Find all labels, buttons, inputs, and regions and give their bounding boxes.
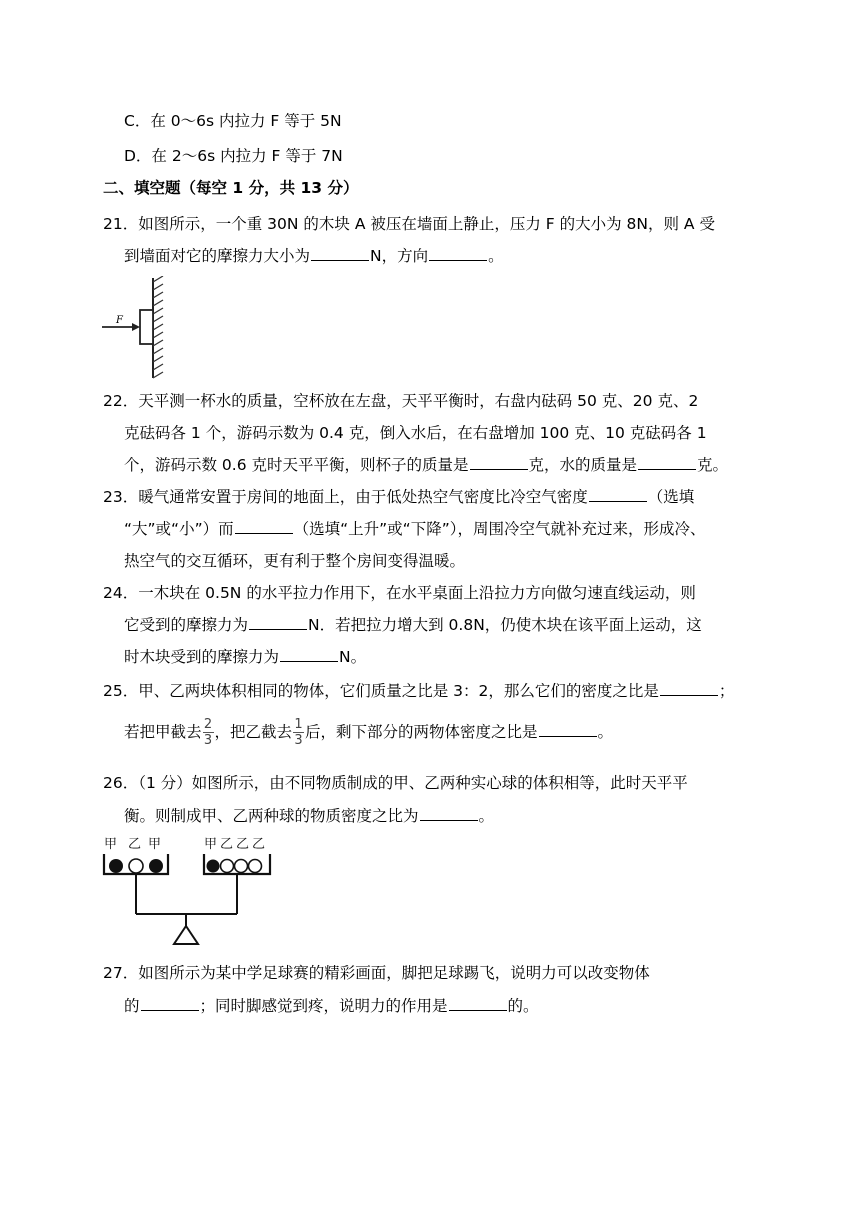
q25-fraction-2 xyxy=(293,718,304,747)
q23-text-b: （选填 xyxy=(647,488,695,506)
q25-frac1-den: 3 xyxy=(203,733,213,748)
q23-line2 xyxy=(124,518,706,540)
section-title: 二、填空题（每空 1 分，共 13 分） xyxy=(103,179,359,197)
q25-text-d: ，把乙截去 xyxy=(214,723,293,741)
q23-text-d: （选填“上升”或“下降”），周围冷空气就补充过来，形成冷、 xyxy=(293,520,706,538)
q23-blank-2[interactable] xyxy=(235,519,293,534)
q25-blank-1[interactable] xyxy=(660,681,718,696)
q26-text-a: 衡。则制成甲、乙两种球的物质密度之比为 xyxy=(124,807,419,825)
q22-text-c: 克。 xyxy=(697,456,729,474)
q25-frac2-den: 3 xyxy=(294,733,303,748)
q21-text-c: 。 xyxy=(488,247,504,265)
q26-right-label-2: 乙 xyxy=(220,837,234,852)
option-c: C．在 0～6s 内拉力 F 等于 5N xyxy=(124,112,342,130)
q22-text-a: 个，游码示数 0.6 克时天平平衡，则杯子的质量是 xyxy=(124,456,469,474)
q24-text-c: 时木块受到的摩擦力为 xyxy=(124,648,280,666)
q26-left-label-3: 甲 xyxy=(148,837,162,852)
q25-blank-2[interactable] xyxy=(539,722,597,737)
q25-text-f: 。 xyxy=(597,723,614,741)
q27-blank-2[interactable] xyxy=(449,996,507,1011)
q24-line3 xyxy=(124,646,366,668)
q22-line1: 22．天平测一杯水的质量，空杯放在左盘，天平平衡时，右盘内砝码 50 克、20 克、2 xyxy=(103,392,699,410)
q27-text-a: 的 xyxy=(124,997,140,1015)
q27-blank-1[interactable] xyxy=(141,996,199,1011)
q25-line2 xyxy=(124,718,613,747)
q26-left-label-1: 甲 xyxy=(104,837,118,852)
q21-force-label: F xyxy=(116,315,123,326)
q23-text-c: “大”或“小”）而 xyxy=(124,520,234,538)
q26-blank-1[interactable] xyxy=(420,806,478,821)
q21-text-b: N，方向 xyxy=(370,247,429,265)
q22-blank-1[interactable] xyxy=(470,455,528,470)
q24-blank-1[interactable] xyxy=(249,615,307,630)
q27-line1: 27．如图所示为某中学足球赛的精彩画面，脚把足球踢飞，说明力可以改变物体 xyxy=(103,964,650,982)
q26-right-label-4: 乙 xyxy=(252,837,266,852)
q25-line1 xyxy=(103,680,734,702)
q27-text-b: ；同时脚感觉到疼，说明力的作用是 xyxy=(199,997,448,1015)
q24-blank-2[interactable] xyxy=(280,647,338,662)
q22-line2: 克砝码各 1 个，游码示数为 0.4 克，倒入水后，在右盘增加 100 克、10 克砝码各 1 xyxy=(124,424,707,442)
q23-blank-1[interactable] xyxy=(589,487,647,502)
q26-balance-figure xyxy=(100,834,280,946)
q27-text-c: 的。 xyxy=(507,997,539,1015)
q25-fraction-1 xyxy=(203,718,214,747)
q25-text-c: 若把甲截去 xyxy=(124,723,202,741)
q23-text-a: 23．暖气通常安置于房间的地面上，由于低处热空气密度比冷空气密度 xyxy=(103,488,588,506)
q27-line2 xyxy=(124,995,539,1017)
q23-line1 xyxy=(103,486,694,508)
q21-line2 xyxy=(124,245,504,267)
q22-blank-2[interactable] xyxy=(638,455,696,470)
q21-blank-1[interactable] xyxy=(311,246,369,261)
q21-text-a: 到墙面对它的摩擦力大小为 xyxy=(124,247,311,265)
q25-text-b: ； xyxy=(718,682,735,700)
q25-text-a: 25．甲、乙两块体积相同的物体，它们质量之比是 3：2，那么它们的密度之比是 xyxy=(103,682,659,700)
q21-wall-block-figure xyxy=(100,276,170,380)
q22-text-b: 克，水的质量是 xyxy=(528,456,638,474)
q21-blank-2[interactable] xyxy=(429,246,487,261)
q26-text-b: 。 xyxy=(478,807,495,825)
q25-text-e: 后，剩下部分的两物体密度之比是 xyxy=(305,723,538,741)
q26-left-label-2: 乙 xyxy=(128,837,142,852)
q24-line1: 24．一木块在 0.5N 的水平拉力作用下，在水平桌面上沿拉力方向做匀速直线运动，则 xyxy=(103,584,696,602)
q26-line2 xyxy=(124,805,494,827)
q25-frac2-num: 1 xyxy=(294,717,303,732)
q24-line2 xyxy=(124,614,702,636)
q24-text-b: N．若把拉力增大到 0.8N，仍使木块在该平面上运动，这 xyxy=(308,616,702,634)
q21-line1: 21．如图所示，一个重 30N 的木块 A 被压在墙面上静止，压力 F 的大小为 8N，则 A 受 xyxy=(103,215,715,233)
q22-line3 xyxy=(124,454,728,476)
q24-text-a: 它受到的摩擦力为 xyxy=(124,616,249,634)
q23-line3: 热空气的交互循环，更有利于整个房间变得温暖。 xyxy=(124,552,466,570)
q26-right-label-3: 乙 xyxy=(236,837,250,852)
q24-text-d: N。 xyxy=(339,648,367,666)
q26-line1: 26．（1 分）如图所示，由不同物质制成的甲、乙两种实心球的体积相等，此时天平平 xyxy=(103,774,688,792)
q25-frac1-num: 2 xyxy=(203,717,213,732)
q26-right-label-1: 甲 xyxy=(204,837,218,852)
option-d: D．在 2～6s 内拉力 F 等于 7N xyxy=(124,147,343,165)
